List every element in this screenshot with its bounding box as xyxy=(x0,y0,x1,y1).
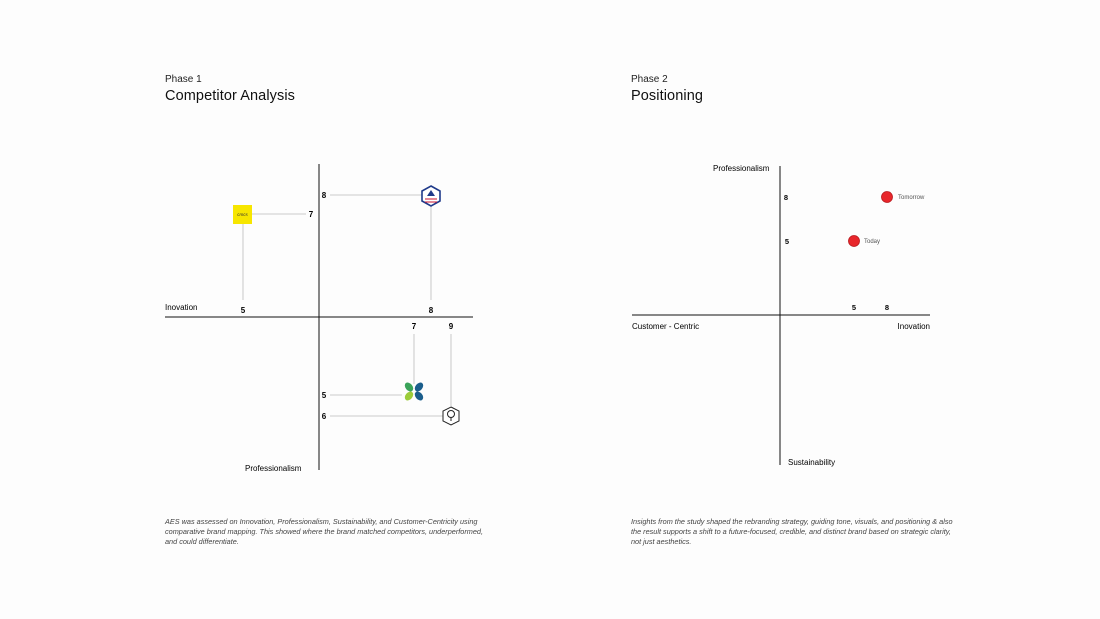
p2-axis-right-label: Inovation xyxy=(897,322,930,331)
p2-y-tick-8: 8 xyxy=(783,193,789,202)
phase1-title: Competitor Analysis xyxy=(165,88,296,104)
phase2-title: Positioning xyxy=(631,88,704,104)
p2-y-tick-5: 5 xyxy=(784,237,790,246)
point-today xyxy=(849,236,881,247)
p2-x-tick-8: 8 xyxy=(884,303,890,312)
tomorrow-label: Tomorrow xyxy=(898,195,925,201)
phase2-label: Phase 2 xyxy=(631,74,668,85)
p1-tick-leaf-v: 7 xyxy=(411,322,417,331)
phase1-label: Phase 1 xyxy=(165,74,202,85)
p2-axis-top-label: Professionalism xyxy=(713,164,770,173)
today-marker xyxy=(849,236,860,247)
yellow-logo-text: cmcs xyxy=(237,212,248,217)
point-tomorrow xyxy=(882,192,926,203)
tomorrow-marker xyxy=(882,192,893,203)
p1-tick-flag-v: 8 xyxy=(428,306,434,315)
p1-tick-yellow-h: 7 xyxy=(308,210,314,219)
p1-tick-flag-h: 8 xyxy=(321,191,327,200)
p1-tick-plug-h: 6 xyxy=(321,412,327,421)
p1-tick-leaf-h: 5 xyxy=(321,391,327,400)
phase1-caption: AES was assessed on Innovation, Professionalism, Sustainability, and Customer-Centricity using comparative brand mapping. This showed where the brand matched competitors, underperformed, and could differentiate. xyxy=(165,517,483,546)
today-label: Today xyxy=(864,239,881,245)
p1-tick-yellow-v: 5 xyxy=(240,306,246,315)
p2-x-tick-5: 5 xyxy=(851,303,857,312)
p1-axis-bottom-label: Professionalism xyxy=(245,464,302,473)
phase2-caption: Insights from the study shaped the rebranding strategy, guiding tone, visuals, and positioning & also the result supports a shift to a future-focused, credible, and distinct brand based on strategic clarity, not just aesthetics. xyxy=(631,517,953,546)
p1-tick-plug-v: 9 xyxy=(448,322,454,331)
p1-axis-left-label: Inovation xyxy=(165,303,198,312)
p2-axis-bottom-label: Sustainability xyxy=(788,458,836,467)
p2-axis-left-label: Customer - Centric xyxy=(632,322,700,331)
